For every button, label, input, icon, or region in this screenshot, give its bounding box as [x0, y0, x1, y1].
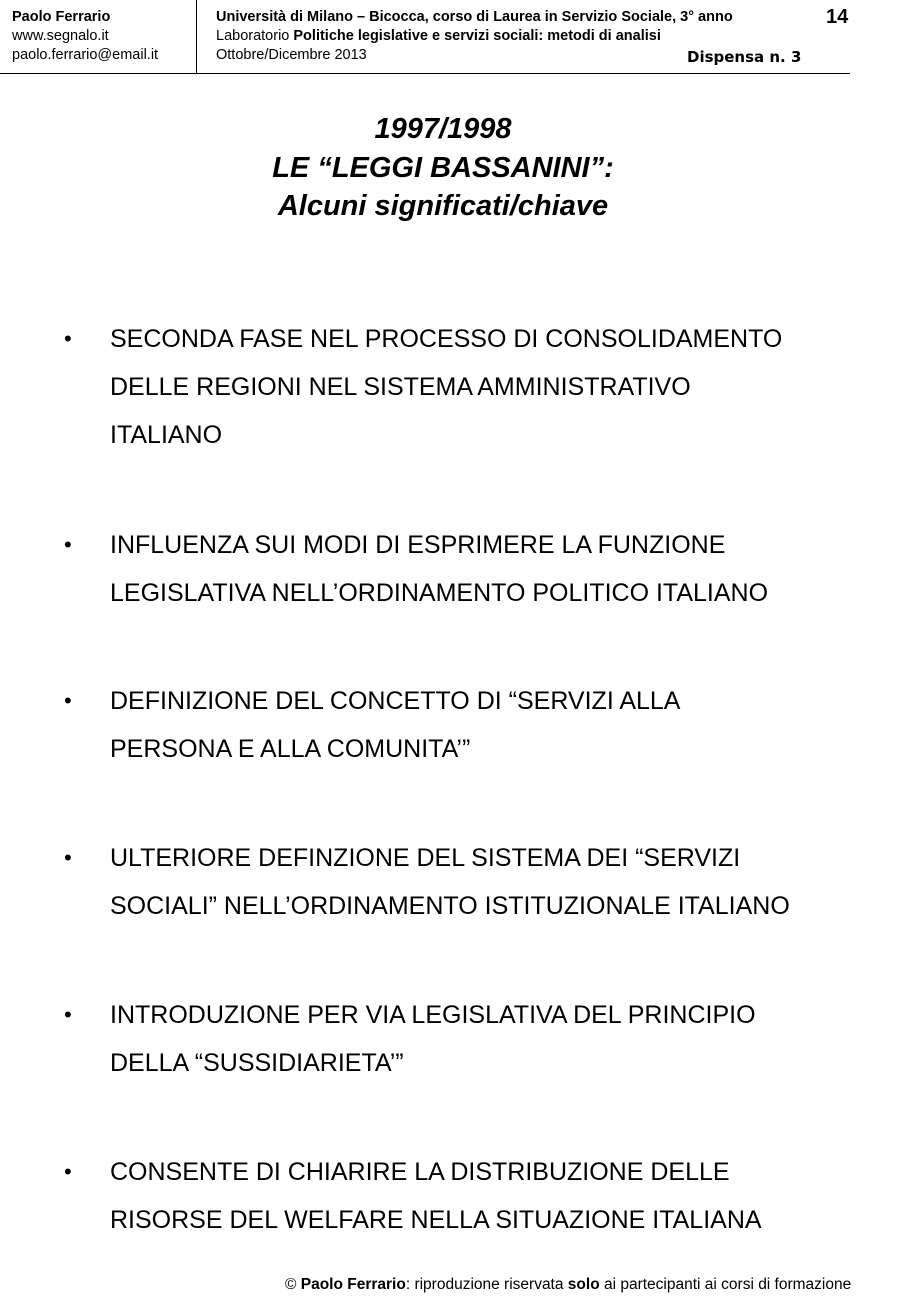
list-item-line: CONSENTE DI CHIARIRE LA DISTRIBUZIONE DELLE [110, 1158, 730, 1186]
list-item-line: DEFINIZIONE DEL CONCETTO DI “SERVIZI ALLA [110, 687, 681, 715]
header-divider [196, 0, 197, 73]
footer [285, 1276, 851, 1294]
bullet-icon: • [64, 1002, 72, 1027]
lab-prefix: Laboratorio [216, 28, 290, 44]
period: Ottobre/Dicembre 2013 [216, 47, 367, 63]
copyright-symbol: © [285, 1276, 297, 1293]
email-link[interactable]: paolo.ferrario@email.it [12, 47, 159, 63]
title-subtitle: Alcuni significati/chiave [277, 190, 609, 222]
footer-text-end: ai partecipanti ai corsi di formazione [599, 1276, 852, 1293]
list-item-line: SOCIALI” NELL’ORDINAMENTO ISTITUZIONALE ITALIANO [110, 892, 790, 920]
course-line: Università di Milano – Bicocca, corso di Laurea in Servizio Sociale, 3° anno [216, 9, 733, 25]
footer-author: Paolo Ferrario [300, 1276, 406, 1293]
bullet-icon: • [64, 1159, 72, 1184]
lab-title: Politiche legislative e servizi sociali: metodi di analisi [293, 28, 661, 44]
list-item-text [110, 677, 680, 773]
list-item-text [110, 991, 756, 1087]
list-item-line: ITALIANO [110, 421, 223, 449]
footer-text: : riproduzione riservata [405, 1276, 568, 1293]
list-item-line: SECONDA FASE NEL PROCESSO DI CONSOLIDAMENTO [110, 325, 783, 353]
bullet-icon: • [64, 532, 72, 557]
bullet-icon: • [64, 688, 72, 713]
page-title [0, 110, 886, 226]
list-item-line: ULTERIORE DEFINZIONE DEL SISTEMA DEI “SERVIZI [110, 844, 741, 872]
header-author-block [12, 8, 158, 65]
list-item-line: RISORSE DEL WELFARE NELLA SITUAZIONE ITALIANA [110, 1206, 762, 1234]
handout-number: Dispensa n. 3 [687, 48, 802, 66]
list-item-text [110, 1148, 762, 1244]
list-item-line: INTRODUZIONE PER VIA LEGISLATIVA DEL PRINCIPIO [110, 1001, 756, 1029]
header-rule [0, 73, 850, 74]
list-item-line: LEGISLATIVA NELL’ORDINAMENTO POLITICO ITALIANO [110, 579, 769, 607]
website-link[interactable]: www.segnalo.it [12, 28, 109, 44]
list-item-text [110, 315, 782, 459]
list-item-line: DELLE REGIONI NEL SISTEMA AMMINISTRATIVO [110, 373, 691, 401]
bullet-icon: • [64, 845, 72, 870]
list-item-text [110, 834, 790, 930]
author-name: Paolo Ferrario [12, 9, 111, 25]
list-item-line: PERSONA E ALLA COMUNITA’” [110, 735, 471, 763]
footer-emphasis: solo [567, 1276, 600, 1293]
list-item-line: INFLUENZA SUI MODI DI ESPRIMERE LA FUNZIONE [110, 531, 726, 559]
list-item-line: DELLA “SUSSIDIARIETA’” [110, 1049, 404, 1077]
page-number: 14 [826, 6, 849, 28]
bullet-icon: • [64, 326, 72, 351]
title-years: 1997/1998 [374, 113, 512, 145]
title-main: LE “LEGGI BASSANINI”: [272, 151, 614, 184]
list-item-text [110, 521, 768, 617]
